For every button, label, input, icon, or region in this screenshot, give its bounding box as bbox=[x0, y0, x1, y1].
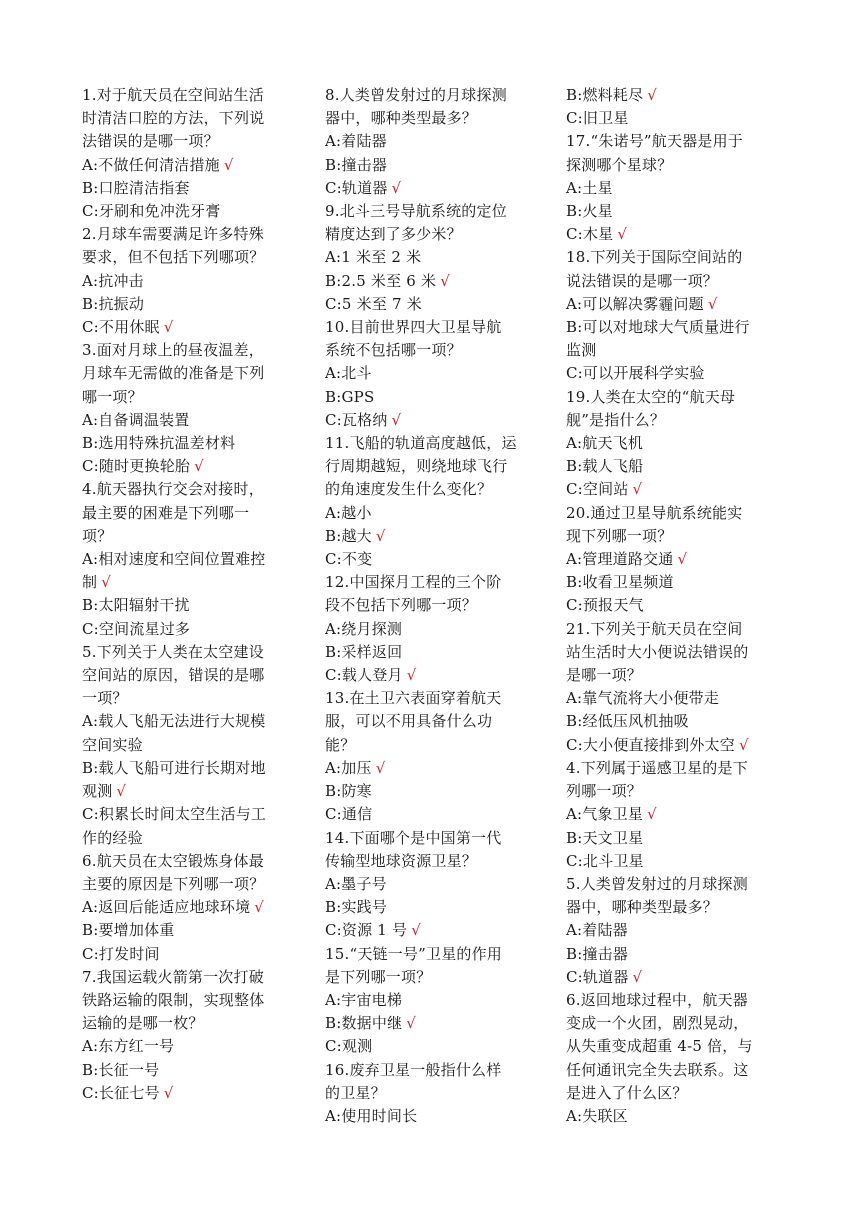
text-line bbox=[82, 246, 302, 269]
text-line bbox=[82, 1012, 302, 1035]
line-text: 段不包括下列哪一项？ bbox=[325, 596, 478, 615]
text-line bbox=[566, 1012, 786, 1035]
text-line bbox=[566, 1059, 786, 1082]
text-line bbox=[566, 1082, 786, 1105]
line-text: B:火星 bbox=[566, 202, 613, 221]
text-line bbox=[566, 432, 786, 455]
text-line bbox=[82, 409, 302, 432]
text-line bbox=[325, 594, 545, 617]
line-text: 服，可以不用具备什么功 bbox=[325, 712, 493, 731]
line-text: C:瓦格纳 bbox=[325, 410, 388, 429]
line-text: A:墨子号 bbox=[325, 874, 387, 893]
text-line bbox=[82, 734, 302, 757]
text-line bbox=[82, 386, 302, 409]
text-line bbox=[566, 594, 786, 617]
text-line bbox=[325, 548, 545, 571]
text-line bbox=[82, 594, 302, 617]
line-text: C:载人登月 bbox=[325, 666, 403, 685]
line-text: 7.我国运载火箭第一次打破 bbox=[82, 967, 264, 986]
text-line bbox=[82, 641, 302, 664]
line-text: B:载人飞船 bbox=[566, 457, 644, 476]
line-text: 是进入了什么区？ bbox=[566, 1083, 688, 1102]
line-text: A:北斗 bbox=[325, 364, 372, 383]
text-line bbox=[566, 1035, 786, 1058]
text-line bbox=[325, 409, 545, 432]
correct-answer-checkmark: √ bbox=[116, 782, 127, 801]
line-text: 是哪一项？ bbox=[566, 666, 643, 685]
correct-answer-checkmark: √ bbox=[632, 967, 643, 986]
line-text: 变成一个火团，剧烈晃动， bbox=[566, 1014, 749, 1033]
line-text: 能？ bbox=[325, 735, 356, 754]
text-line bbox=[566, 989, 786, 1012]
text-line bbox=[566, 710, 786, 733]
text-line bbox=[566, 107, 786, 130]
column-1 bbox=[82, 84, 302, 1105]
text-line bbox=[325, 1105, 545, 1128]
line-text: C:大小便直接排到外太空 bbox=[566, 735, 735, 754]
text-line bbox=[566, 780, 786, 803]
line-text: B:越大 bbox=[325, 526, 372, 545]
line-text: 运输的是哪一枚？ bbox=[82, 1014, 204, 1033]
text-line bbox=[82, 1082, 302, 1105]
text-line bbox=[325, 362, 545, 385]
text-line bbox=[325, 154, 545, 177]
line-text: 6.返回地球过程中，航天器 bbox=[566, 990, 748, 1009]
text-line bbox=[325, 502, 545, 525]
line-text: C:打发时间 bbox=[82, 944, 160, 963]
line-text: 1.对于航天员在空间站生活 bbox=[82, 86, 264, 104]
text-line bbox=[82, 919, 302, 942]
text-line bbox=[82, 200, 302, 223]
line-text: 空间实验 bbox=[82, 735, 143, 754]
line-text: B:GPS bbox=[325, 387, 375, 406]
line-text: A:使用时间长 bbox=[325, 1106, 418, 1125]
line-text: 系统不包括哪一项？ bbox=[325, 341, 462, 360]
text-line bbox=[566, 827, 786, 850]
text-line bbox=[566, 246, 786, 269]
text-line bbox=[566, 409, 786, 432]
text-line bbox=[325, 1035, 545, 1058]
line-text: 主要的原因是下列哪一项？ bbox=[82, 874, 265, 893]
text-line bbox=[566, 455, 786, 478]
line-text: A:加压 bbox=[325, 758, 372, 777]
text-line bbox=[82, 664, 302, 687]
text-line bbox=[566, 571, 786, 594]
line-text: 行周期越短，则绕地球飞行 bbox=[325, 457, 508, 476]
text-line bbox=[325, 757, 545, 780]
correct-answer-checkmark: √ bbox=[647, 805, 657, 824]
text-line bbox=[325, 873, 545, 896]
line-text: A:宇宙电梯 bbox=[325, 990, 403, 1009]
line-text: A:相对速度和空间位置难控 bbox=[82, 550, 266, 569]
text-line bbox=[325, 200, 545, 223]
line-text: B:收看卫星频道 bbox=[566, 573, 674, 592]
text-line bbox=[325, 316, 545, 339]
line-text: 一项？ bbox=[82, 689, 128, 708]
line-text: 的卫星？ bbox=[325, 1083, 386, 1102]
text-line bbox=[325, 107, 545, 130]
line-text: 舰”是指什么？ bbox=[566, 410, 666, 429]
line-text: A:东方红一号 bbox=[82, 1037, 175, 1056]
line-text: A:着陆器 bbox=[566, 921, 628, 940]
line-text: A:航天飞机 bbox=[566, 434, 644, 453]
line-text: 制 bbox=[82, 573, 98, 592]
text-line bbox=[325, 966, 545, 989]
line-text: 12.中国探月工程的三个阶 bbox=[325, 573, 502, 592]
text-line bbox=[82, 966, 302, 989]
correct-answer-checkmark: √ bbox=[406, 666, 417, 685]
line-text: 6.航天员在太空锻炼身体最 bbox=[82, 851, 264, 870]
line-text: C:牙刷和免冲洗牙膏 bbox=[82, 202, 221, 221]
line-text: B:采样返回 bbox=[325, 642, 403, 661]
line-text: 说法错误的是哪一项？ bbox=[566, 271, 719, 290]
correct-answer-checkmark: √ bbox=[738, 735, 749, 754]
line-text: C:5 米至 7 米 bbox=[325, 294, 422, 313]
text-line bbox=[566, 84, 786, 107]
text-line bbox=[325, 641, 545, 664]
text-line bbox=[82, 710, 302, 733]
line-text: B:口腔清洁指套 bbox=[82, 178, 190, 197]
line-text: B:可以对地球大气质量进行 bbox=[566, 318, 750, 337]
text-line bbox=[82, 84, 302, 107]
text-line bbox=[325, 618, 545, 641]
line-text: C:空间流星过多 bbox=[82, 619, 191, 638]
line-text: B:要增加体重 bbox=[82, 921, 175, 940]
line-text: A:不做任何清洁措施 bbox=[82, 155, 220, 174]
line-text: C:资源 1 号 bbox=[325, 921, 408, 940]
line-text: 作的经验 bbox=[82, 828, 143, 847]
text-line bbox=[566, 386, 786, 409]
text-line bbox=[82, 873, 302, 896]
line-text: 哪一项？ bbox=[82, 387, 143, 406]
line-text: 列哪一项？ bbox=[566, 782, 643, 801]
text-line bbox=[82, 989, 302, 1012]
line-text: C:积累长时间太空生活与工 bbox=[82, 805, 267, 824]
text-line bbox=[325, 84, 545, 107]
line-text: A:可以解决雾霾问题 bbox=[566, 294, 704, 313]
text-line bbox=[566, 154, 786, 177]
line-text: C:随时更换轮胎 bbox=[82, 457, 191, 476]
text-line bbox=[82, 687, 302, 710]
line-text: A:越小 bbox=[325, 503, 372, 522]
correct-answer-checkmark: √ bbox=[375, 758, 386, 777]
text-line bbox=[566, 478, 786, 501]
text-line bbox=[325, 827, 545, 850]
line-text: 是下列哪一项？ bbox=[325, 967, 432, 986]
text-line bbox=[566, 641, 786, 664]
text-line bbox=[325, 780, 545, 803]
line-text: C:旧卫星 bbox=[566, 109, 629, 128]
text-line bbox=[82, 548, 302, 571]
line-text: 20.通过卫星导航系统能实 bbox=[566, 503, 743, 522]
line-text: 项？ bbox=[82, 526, 113, 545]
line-text: C:不用休眠 bbox=[82, 318, 160, 337]
line-text: 19.人类在太空的“航天母 bbox=[566, 387, 736, 406]
line-text: B:数据中继 bbox=[325, 1014, 403, 1033]
correct-answer-checkmark: √ bbox=[617, 225, 628, 244]
line-text: 监测 bbox=[566, 341, 597, 360]
text-line bbox=[82, 177, 302, 200]
text-line bbox=[325, 1012, 545, 1035]
line-text: C:空间站 bbox=[566, 480, 629, 499]
correct-answer-checkmark: √ bbox=[632, 480, 643, 499]
text-line bbox=[566, 687, 786, 710]
line-text: C:长征七号 bbox=[82, 1083, 160, 1102]
correct-answer-checkmark: √ bbox=[391, 178, 402, 197]
text-line bbox=[566, 850, 786, 873]
text-line bbox=[566, 223, 786, 246]
line-text: C:可以开展科学实验 bbox=[566, 364, 705, 383]
text-line bbox=[82, 943, 302, 966]
text-line bbox=[325, 989, 545, 1012]
text-line bbox=[566, 896, 786, 919]
correct-answer-checkmark: √ bbox=[101, 573, 111, 592]
line-text: C:预报天气 bbox=[566, 596, 644, 615]
text-line bbox=[82, 827, 302, 850]
text-line bbox=[566, 757, 786, 780]
line-text: B:防寒 bbox=[325, 782, 372, 801]
column-3 bbox=[566, 84, 786, 1128]
line-text: B:长征一号 bbox=[82, 1060, 160, 1079]
correct-answer-checkmark: √ bbox=[375, 526, 386, 545]
correct-answer-checkmark: √ bbox=[163, 318, 174, 337]
text-line bbox=[566, 270, 786, 293]
line-text: 9.北斗三号导航系统的定位 bbox=[325, 202, 507, 221]
line-text: 器中，哪种类型最多？ bbox=[325, 109, 478, 128]
line-text: 3.面对月球上的昼夜温差， bbox=[82, 341, 264, 360]
text-line bbox=[566, 1105, 786, 1128]
correct-answer-checkmark: √ bbox=[391, 410, 402, 429]
text-line bbox=[325, 293, 545, 316]
line-text: C:木星 bbox=[566, 225, 614, 244]
text-line bbox=[566, 919, 786, 942]
line-text: 4.航天器执行交会对接时， bbox=[82, 480, 264, 499]
text-line bbox=[82, 316, 302, 339]
line-text: B:2.5 米至 6 米 bbox=[325, 271, 437, 290]
line-text: A:气象卫星 bbox=[566, 805, 644, 824]
text-line bbox=[82, 478, 302, 501]
text-line bbox=[82, 502, 302, 525]
line-text: 最主要的困难是下列哪一 bbox=[82, 503, 250, 522]
text-line bbox=[82, 757, 302, 780]
correct-answer-checkmark: √ bbox=[440, 271, 450, 290]
text-line bbox=[325, 455, 545, 478]
line-text: 18.下列关于国际空间站的 bbox=[566, 248, 743, 267]
line-text: C:北斗卫星 bbox=[566, 851, 644, 870]
line-text: B:燃料耗尽 bbox=[566, 86, 644, 104]
text-line bbox=[325, 386, 545, 409]
text-line bbox=[566, 200, 786, 223]
line-text: A:返回后能适应地球环境 bbox=[82, 898, 251, 917]
correct-answer-checkmark: √ bbox=[194, 457, 204, 476]
line-text: 探测哪个星球？ bbox=[566, 155, 673, 174]
text-line bbox=[325, 943, 545, 966]
text-line bbox=[325, 270, 545, 293]
text-line bbox=[325, 919, 545, 942]
text-line bbox=[566, 339, 786, 362]
line-text: C:观测 bbox=[325, 1037, 373, 1056]
text-line bbox=[325, 803, 545, 826]
text-line bbox=[82, 107, 302, 130]
text-line bbox=[82, 896, 302, 919]
line-text: A:土星 bbox=[566, 178, 613, 197]
text-line bbox=[325, 734, 545, 757]
text-line bbox=[82, 850, 302, 873]
line-text: A:靠气流将大小便带走 bbox=[566, 689, 720, 708]
text-line bbox=[566, 943, 786, 966]
line-text: A:绕月探测 bbox=[325, 619, 403, 638]
line-text: C:轨道器 bbox=[566, 967, 629, 986]
line-text: 13.在土卫六表面穿着航天 bbox=[325, 689, 502, 708]
text-line bbox=[82, 1059, 302, 1082]
text-line bbox=[566, 177, 786, 200]
line-text: 法错误的是哪一项？ bbox=[82, 132, 219, 151]
line-text: B:太阳辐射干扰 bbox=[82, 596, 190, 615]
text-line bbox=[325, 896, 545, 919]
line-text: 月球车无需做的准备是下列 bbox=[82, 364, 265, 383]
text-line bbox=[566, 316, 786, 339]
text-line bbox=[566, 548, 786, 571]
line-text: A:载人飞船无法进行大规模 bbox=[82, 712, 266, 731]
line-text: 14.下面哪个是中国第一代 bbox=[325, 828, 502, 847]
text-line bbox=[325, 177, 545, 200]
line-text: 8.人类曾发射过的月球探测 bbox=[325, 86, 507, 104]
line-text: B:天文卫星 bbox=[566, 828, 644, 847]
text-line bbox=[82, 339, 302, 362]
text-line bbox=[82, 293, 302, 316]
text-line bbox=[82, 571, 302, 594]
text-line bbox=[325, 432, 545, 455]
line-text: 16.废弃卫星一般指什么样 bbox=[325, 1060, 502, 1079]
text-line bbox=[82, 154, 302, 177]
line-text: A:1 米至 2 米 bbox=[325, 248, 422, 267]
column-2 bbox=[325, 84, 545, 1128]
text-line bbox=[325, 687, 545, 710]
correct-answer-checkmark: √ bbox=[411, 921, 421, 940]
line-text: C:不变 bbox=[325, 550, 373, 569]
text-line bbox=[566, 525, 786, 548]
line-text: B:实践号 bbox=[325, 898, 388, 917]
text-line bbox=[82, 270, 302, 293]
text-line bbox=[566, 293, 786, 316]
text-line bbox=[325, 571, 545, 594]
line-text: 15.“天链一号”卫星的作用 bbox=[325, 944, 502, 963]
text-line bbox=[82, 1035, 302, 1058]
text-line bbox=[566, 130, 786, 153]
line-text: 铁路运输的限制，实现整体 bbox=[82, 990, 265, 1009]
text-line bbox=[82, 525, 302, 548]
text-line bbox=[82, 455, 302, 478]
text-line bbox=[82, 362, 302, 385]
line-text: 任何通讯完全失去联系。这 bbox=[566, 1060, 749, 1079]
line-text: 11.飞船的轨道高度越低，运 bbox=[325, 434, 517, 453]
line-text: C:轨道器 bbox=[325, 178, 388, 197]
line-text: 要求，但不包括下列哪项？ bbox=[82, 248, 265, 267]
text-line bbox=[82, 130, 302, 153]
text-line bbox=[325, 1082, 545, 1105]
text-line bbox=[325, 339, 545, 362]
text-line bbox=[566, 362, 786, 385]
text-line bbox=[82, 803, 302, 826]
line-text: 器中，哪种类型最多？ bbox=[566, 898, 719, 917]
text-line bbox=[325, 850, 545, 873]
line-text: 5.人类曾发射过的月球探测 bbox=[566, 874, 748, 893]
line-text: 21.下列关于航天员在空间 bbox=[566, 619, 743, 638]
line-text: A:着陆器 bbox=[325, 132, 387, 151]
text-line bbox=[566, 873, 786, 896]
text-line bbox=[325, 525, 545, 548]
correct-answer-checkmark: √ bbox=[677, 550, 688, 569]
line-text: A:自备调温装置 bbox=[82, 410, 190, 429]
line-text: 站生活时大小便说法错误的 bbox=[566, 642, 749, 661]
text-line bbox=[325, 478, 545, 501]
line-text: A:管理道路交通 bbox=[566, 550, 674, 569]
correct-answer-checkmark: √ bbox=[223, 155, 234, 174]
line-text: B:撞击器 bbox=[566, 944, 629, 963]
line-text: 现下列哪一项？ bbox=[566, 526, 673, 545]
line-text: 10.目前世界四大卫星导航 bbox=[325, 318, 502, 337]
line-text: 17.“朱诺号”航天器是用于 bbox=[566, 132, 743, 151]
correct-answer-checkmark: √ bbox=[707, 294, 718, 313]
line-text: A:失联区 bbox=[566, 1106, 628, 1125]
line-text: 的角速度发生什么变化？ bbox=[325, 480, 493, 499]
correct-answer-checkmark: √ bbox=[163, 1083, 174, 1102]
line-text: B:撞击器 bbox=[325, 155, 388, 174]
text-line bbox=[325, 223, 545, 246]
text-line bbox=[566, 502, 786, 525]
text-line bbox=[82, 223, 302, 246]
line-text: 精度达到了多少米？ bbox=[325, 225, 462, 244]
text-line bbox=[82, 780, 302, 803]
text-line bbox=[325, 246, 545, 269]
line-text: 传输型地球资源卫星？ bbox=[325, 851, 478, 870]
text-line bbox=[325, 130, 545, 153]
text-line bbox=[325, 710, 545, 733]
text-line bbox=[325, 664, 545, 687]
text-line bbox=[566, 966, 786, 989]
correct-answer-checkmark: √ bbox=[647, 86, 658, 104]
line-text: B:经低压风机抽吸 bbox=[566, 712, 689, 731]
line-text: B:选用特殊抗温差材料 bbox=[82, 434, 236, 453]
text-line bbox=[566, 664, 786, 687]
text-line bbox=[566, 803, 786, 826]
line-text: B:抗振动 bbox=[82, 294, 145, 313]
line-text: 观测 bbox=[82, 782, 113, 801]
correct-answer-checkmark: √ bbox=[406, 1014, 417, 1033]
text-line bbox=[82, 618, 302, 641]
line-text: A:抗冲击 bbox=[82, 271, 144, 290]
line-text: 时清洁口腔的方法，下列说 bbox=[82, 109, 265, 128]
line-text: 2.月球车需要满足许多特殊 bbox=[82, 225, 264, 244]
line-text: 5.下列关于人类在太空建设 bbox=[82, 642, 264, 661]
line-text: 从失重变成超重 4-5 倍，与 bbox=[566, 1037, 753, 1056]
line-text: 4.下列属于遥感卫星的是下 bbox=[566, 758, 748, 777]
text-line bbox=[82, 432, 302, 455]
line-text: 空间站的原因，错误的是哪 bbox=[82, 666, 265, 685]
line-text: B:载人飞船可进行长期对地 bbox=[82, 758, 266, 777]
text-line bbox=[325, 1059, 545, 1082]
text-line bbox=[566, 618, 786, 641]
text-line bbox=[566, 734, 786, 757]
line-text: C:通信 bbox=[325, 805, 373, 824]
correct-answer-checkmark: √ bbox=[254, 898, 265, 917]
